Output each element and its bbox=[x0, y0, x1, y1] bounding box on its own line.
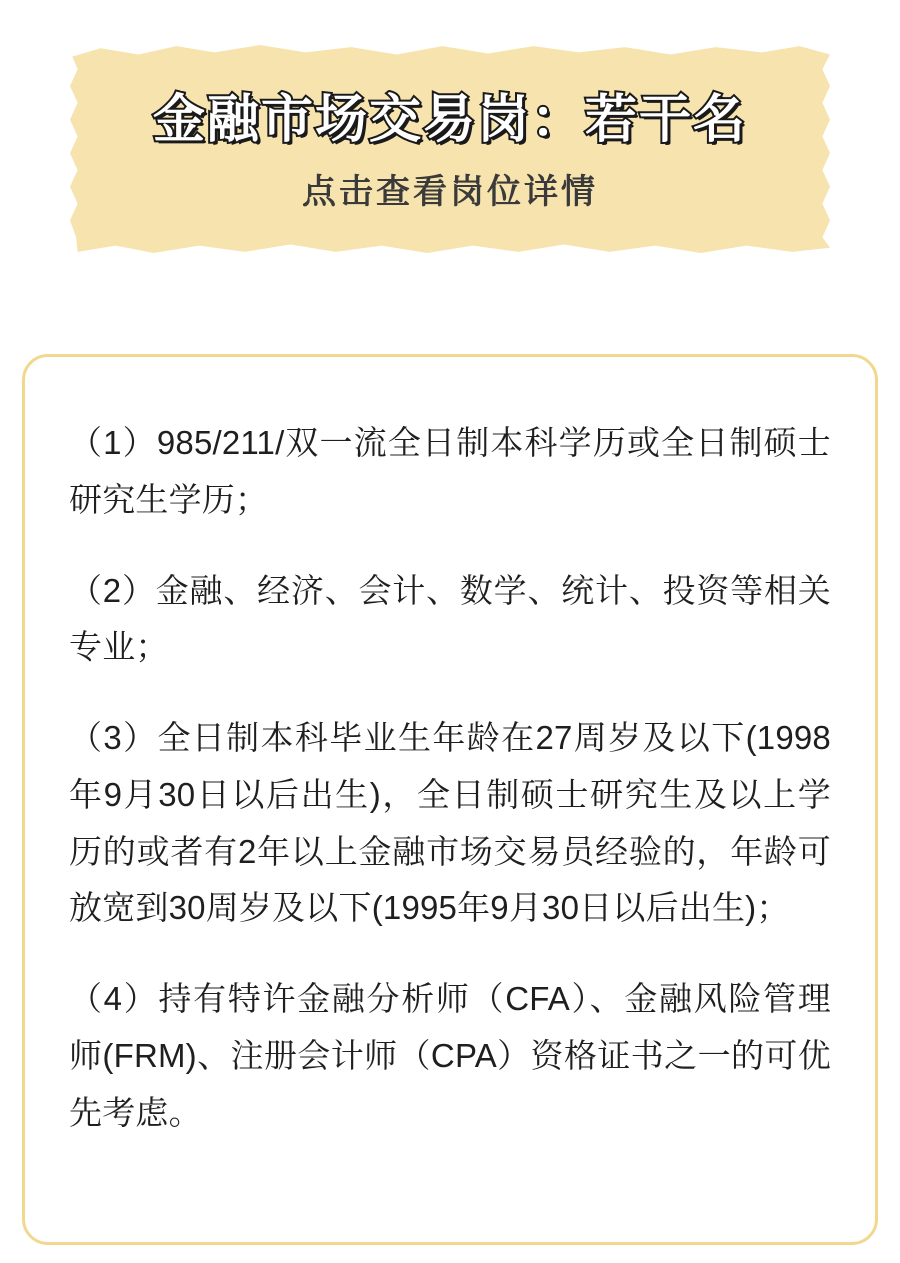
list-item: （2）金融、经济、会计、数学、统计、投资等相关专业； bbox=[69, 571, 831, 666]
banner-content bbox=[70, 44, 830, 254]
list-item: （4）持有特许金融分析师（CFA）、金融风险管理师(FRM)、注册会计师（CPA）资格证书之一的可优先考虑。 bbox=[69, 980, 831, 1131]
list-item: （3）全日制本科毕业生年龄在27周岁及以下(1998年9月30日以后出生)，全日制硕士研究生及以上学历的或者有2年以上金融市场交易员经验的，年龄可放宽到30周岁及以下(1995年9月30日以后出生)； bbox=[69, 719, 831, 927]
header-banner[interactable] bbox=[70, 44, 830, 254]
requirements-list bbox=[69, 415, 831, 1141]
page-title: 金融市场交易岗：若干名 bbox=[152, 90, 747, 149]
requirements-card bbox=[22, 354, 878, 1245]
list-item: （1）985/211/双一流全日制本科学历或全日制硕士研究生学历； bbox=[69, 424, 831, 518]
banner-subtitle[interactable]: 点击查看岗位详情 bbox=[302, 173, 598, 212]
page-root bbox=[0, 44, 900, 1263]
